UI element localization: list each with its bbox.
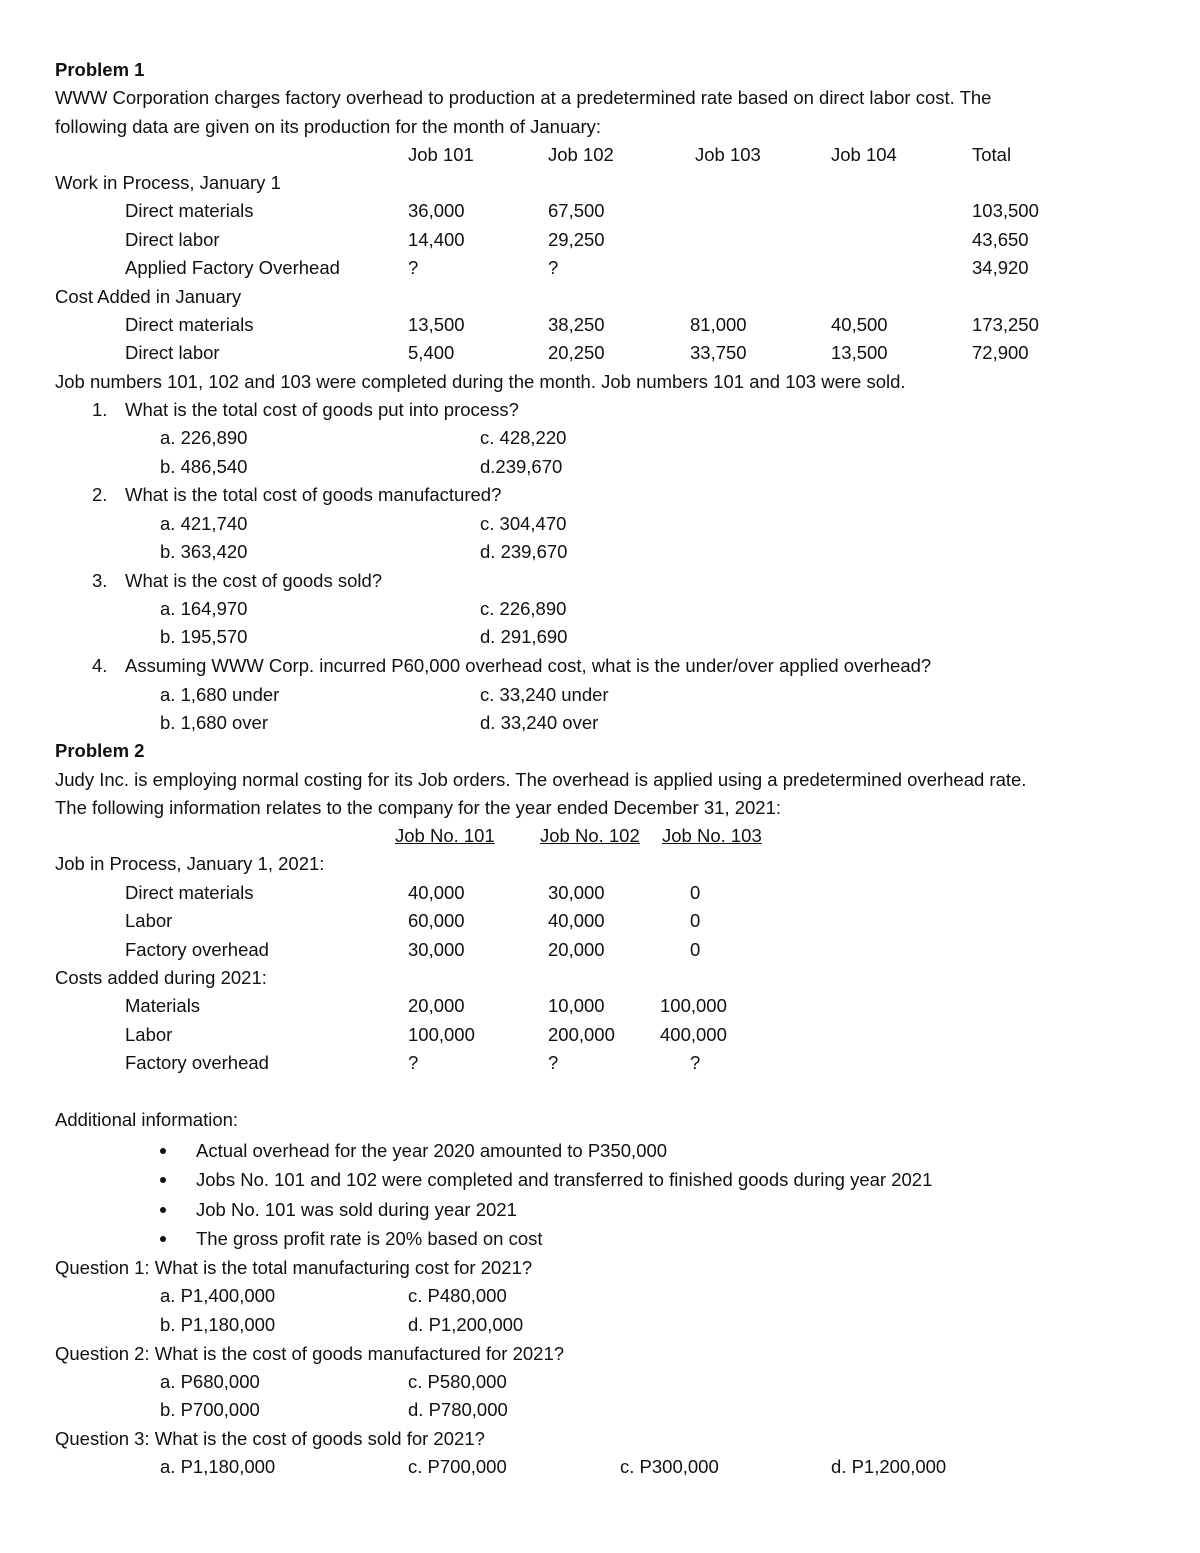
p2-choice: a. P1,180,000 — [160, 1456, 276, 1477]
p1-added-row-label: Direct materials — [125, 314, 254, 335]
p2-jip-label: Job in Process, January 1, 2021: — [55, 853, 325, 874]
p1-col-job104: Job 104 — [831, 144, 897, 165]
p2-cell: 100,000 — [408, 1024, 475, 1045]
p1-added-row-label: Direct labor — [125, 342, 220, 363]
p1-q-number: 1. — [92, 399, 108, 420]
p1-added-label: Cost Added in January — [55, 286, 242, 307]
p1-question: What is the total cost of goods put into process? — [125, 399, 519, 420]
p2-choice: b. P700,000 — [160, 1399, 260, 1420]
p1-col-job102: Job 102 — [548, 144, 614, 165]
p1-choice: b. 486,540 — [160, 456, 248, 477]
p2-cell: 0 — [690, 910, 701, 931]
bullet-icon — [160, 1207, 166, 1213]
p2-cell: 0 — [690, 939, 701, 960]
problem-1-intro-line-2: following data are given on its production for the month of January: — [55, 116, 602, 137]
p1-question: What is the cost of goods sold? — [125, 570, 383, 591]
problem-2-heading: Problem 2 — [55, 740, 145, 761]
p2-cell: ? — [408, 1052, 419, 1073]
p1-choice: d. 291,690 — [480, 626, 568, 647]
p2-cell: 30,000 — [408, 939, 465, 960]
p2-cell: 200,000 — [548, 1024, 615, 1045]
p2-choice: a. P680,000 — [160, 1371, 260, 1392]
p2-row-label: Materials — [125, 995, 201, 1016]
p2-bullet-text: Job No. 101 was sold during year 2021 — [196, 1199, 517, 1220]
p2-row-label: Labor — [125, 910, 173, 931]
p2-row-label: Factory overhead — [125, 939, 269, 960]
p2-bullet-text: Jobs No. 101 and 102 were completed and transferred to finished goods during year 2021 — [196, 1169, 933, 1190]
p1-cell: ? — [408, 257, 419, 278]
problem-2-intro-line-2: The following information relates to the company for the year ended December 31, 2021: — [55, 797, 782, 818]
p1-cell: 72,900 — [972, 342, 1029, 363]
p2-choice: b. P1,180,000 — [160, 1314, 276, 1335]
p2-cell: 20,000 — [408, 995, 465, 1016]
p1-cell: 173,250 — [972, 314, 1039, 335]
p1-cell: 14,400 — [408, 229, 465, 250]
p1-q-number: 2. — [92, 484, 108, 505]
p1-choice: a. 164,970 — [160, 598, 248, 619]
p1-wip-label: Work in Process, January 1 — [55, 172, 281, 193]
p2-choice: d. P1,200,000 — [831, 1456, 947, 1477]
p1-cell: 20,250 — [548, 342, 605, 363]
p2-col-job102: Job No. 102 — [540, 825, 640, 846]
p1-choice: a. 226,890 — [160, 427, 248, 448]
p2-col-job103: Job No. 103 — [662, 825, 762, 846]
p1-col-job101: Job 101 — [408, 144, 474, 165]
p1-cell: 5,400 — [408, 342, 455, 363]
p2-cell: 30,000 — [548, 882, 605, 903]
p1-cell: 13,500 — [408, 314, 465, 335]
p1-cell: 103,500 — [972, 200, 1039, 221]
p2-cell: 40,000 — [408, 882, 465, 903]
p1-q-number: 4. — [92, 655, 108, 676]
bullet-icon — [160, 1177, 166, 1183]
p1-question: Assuming WWW Corp. incurred P60,000 overhead cost, what is the under/over applied overhead? — [125, 655, 932, 676]
problem-1-intro-line-1: WWW Corporation charges factory overhead to production at a predetermined rate based on direct labor cost. The — [55, 87, 992, 108]
p1-cell: 40,500 — [831, 314, 888, 335]
p1-cell: 43,650 — [972, 229, 1029, 250]
p1-choice: a. 1,680 under — [160, 684, 280, 705]
p1-wip-row-label: Direct labor — [125, 229, 220, 250]
p2-question: Question 3: What is the cost of goods sold for 2021? — [55, 1428, 485, 1449]
p1-cell: 33,750 — [690, 342, 747, 363]
bullet-icon — [160, 1236, 166, 1242]
p1-choice: b. 363,420 — [160, 541, 248, 562]
p2-col-job101: Job No. 101 — [395, 825, 495, 846]
p1-question: What is the total cost of goods manufactured? — [125, 484, 502, 505]
p2-choice: c. P700,000 — [408, 1456, 507, 1477]
p2-cell: 60,000 — [408, 910, 465, 931]
p1-col-total: Total — [972, 144, 1012, 165]
problem-1-heading: Problem 1 — [55, 59, 145, 80]
p1-choice: c. 33,240 under — [480, 684, 609, 705]
p2-row-label: Direct materials — [125, 882, 254, 903]
p2-cell: ? — [548, 1052, 559, 1073]
p1-choice: d. 239,670 — [480, 541, 568, 562]
p1-wip-row-label: Direct materials — [125, 200, 254, 221]
p1-completion-note: Job numbers 101, 102 and 103 were completed during the month. Job numbers 101 and 103 were sold. — [55, 371, 906, 392]
p2-choice: d. P780,000 — [408, 1399, 508, 1420]
p1-choice: c. 304,470 — [480, 513, 567, 534]
problem-2-intro-line-1: Judy Inc. is employing normal costing for its Job orders. The overhead is applied using a predetermined overhead rate. — [55, 769, 1027, 790]
p1-choice: b. 195,570 — [160, 626, 248, 647]
p1-col-job103: Job 103 — [695, 144, 761, 165]
p1-choice: b. 1,680 over — [160, 712, 268, 733]
p1-cell: 81,000 — [690, 314, 747, 335]
p1-wip-row-label: Applied Factory Overhead — [125, 257, 340, 278]
p1-choice: a. 421,740 — [160, 513, 248, 534]
p1-cell: 38,250 — [548, 314, 605, 335]
p1-choice: d.239,670 — [480, 456, 563, 477]
p2-cell: 0 — [690, 882, 701, 903]
p1-cell: ? — [548, 257, 559, 278]
p2-cell: 400,000 — [660, 1024, 727, 1045]
p2-cell: ? — [690, 1052, 701, 1073]
p2-bullet-text: The gross profit rate is 20% based on cost — [196, 1228, 543, 1249]
p2-cell: 100,000 — [660, 995, 727, 1016]
p2-cell: 20,000 — [548, 939, 605, 960]
p1-cell: 29,250 — [548, 229, 605, 250]
p1-choice: c. 428,220 — [480, 427, 567, 448]
p1-cell: 67,500 — [548, 200, 605, 221]
p2-additional-label: Additional information: — [55, 1109, 239, 1130]
p2-added-label: Costs added during 2021: — [55, 967, 267, 988]
p2-cell: 40,000 — [548, 910, 605, 931]
p2-choice: a. P1,400,000 — [160, 1285, 276, 1306]
p2-row-label: Labor — [125, 1024, 173, 1045]
p1-cell: 34,920 — [972, 257, 1029, 278]
p2-bullet-text: Actual overhead for the year 2020 amounted to P350,000 — [196, 1140, 668, 1161]
p1-cell: 13,500 — [831, 342, 888, 363]
p2-question: Question 2: What is the cost of goods manufactured for 2021? — [55, 1343, 565, 1364]
p2-choice: c. P480,000 — [408, 1285, 507, 1306]
p1-choice: d. 33,240 over — [480, 712, 599, 733]
p2-row-label: Factory overhead — [125, 1052, 269, 1073]
p2-question: Question 1: What is the total manufacturing cost for 2021? — [55, 1257, 533, 1278]
p2-choice: c. P580,000 — [408, 1371, 507, 1392]
p2-cell: 10,000 — [548, 995, 605, 1016]
bullet-icon — [160, 1148, 166, 1154]
p2-choice: c. P300,000 — [620, 1456, 719, 1477]
p1-q-number: 3. — [92, 570, 108, 591]
p1-choice: c. 226,890 — [480, 598, 567, 619]
p1-cell: 36,000 — [408, 200, 465, 221]
p2-choice: d. P1,200,000 — [408, 1314, 524, 1335]
